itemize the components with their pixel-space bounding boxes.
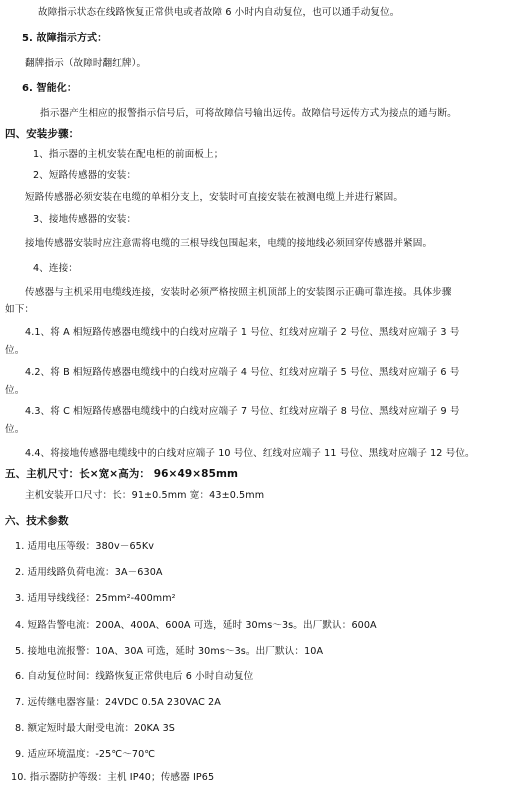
section-6-heading: 六、技术参数 xyxy=(5,515,69,527)
step-4-2-line2: 位。 xyxy=(5,385,25,396)
step-4-text-line1: 传感器与主机采用电缆线连接，安装时必须严格按照主机顶部上的安装图示正确可靠连接。具体步骤 xyxy=(25,287,452,298)
param-2: 2. 适用线路负荷电流：3A－630A xyxy=(15,567,163,578)
param-3: 3. 适用导线线径：25mm²-400mm² xyxy=(15,593,176,604)
step-4-1-line2: 位。 xyxy=(5,345,25,356)
param-10: 10. 指示器防护等级：主机 IP40；传感器 IP65 xyxy=(11,772,215,783)
item-6-text: 指示器产生相应的报警指示信号后，可将故障信号输出远传。故障信号远传方式为接点的通与断。 xyxy=(40,108,457,119)
param-6: 6. 自动复位时间：线路恢复正常供电后 6 小时自动复位 xyxy=(15,671,254,682)
step-2-heading: 2、短路传感器的安装： xyxy=(33,170,137,181)
opening-size-text: 主机安装开口尺寸：长：91±0.5mm 宽：43±0.5mm xyxy=(25,490,265,501)
param-5: 5. 接地电流报警：10A、30A 可选，延时 30ms～3s。出厂默认：10A xyxy=(15,646,324,657)
step-4-2-line1: 4.2、将 B 相短路传感器电缆线中的白线对应端子 4 号位、红线对应端子 5 号位、黑线对应端子 6 号 xyxy=(25,367,460,378)
section-5-heading: 五、主机尺寸：长×宽×高为： 96×49×85mm xyxy=(5,468,239,480)
step-4-heading: 4、连接： xyxy=(33,263,78,274)
step-3-text: 接地传感器安装时应注意需将电缆的三根导线包围起来，电缆的接地线必须回穿传感器并紧固。 xyxy=(25,238,433,249)
item-5-heading: 5. 故障指示方式： xyxy=(22,33,108,44)
param-7: 7. 远传继电器容量：24VDC 0.5A 230VAC 2A xyxy=(15,697,221,708)
step-4-1-line1: 4.1、将 A 相短路传感器电缆线中的白线对应端子 1 号位、红线对应端子 2 号位、黑线对应端子 3 号 xyxy=(25,327,460,338)
param-1: 1. 适用电压等级：380v－65Kv xyxy=(15,541,155,552)
step-4-3-line2: 位。 xyxy=(5,424,25,435)
step-2-text: 短路传感器必须安装在电缆的单相分支上，安装时可直接安装在被测电缆上并进行紧固。 xyxy=(25,192,404,203)
param-8: 8. 额定短时最大耐受电流：20KA 3S xyxy=(15,723,175,734)
fault-reset-text: 故障指示状态在线路恢复正常供电或者故障 6 小时内自动复位，也可以通手动复位。 xyxy=(38,7,400,18)
step-4-3-line1: 4.3、将 C 相短路传感器电缆线中的白线对应端子 7 号位、红线对应端子 8 号位、黑线对应端子 9 号 xyxy=(25,406,460,417)
item-6-heading: 6. 智能化： xyxy=(22,83,77,94)
item-5-text: 翻牌指示（故障时翻红牌）。 xyxy=(25,58,147,69)
step-3-heading: 3、接地传感器的安装： xyxy=(33,214,137,225)
section-4-heading: 四、安装步骤： xyxy=(5,128,80,140)
param-9: 9. 适应环境温度：-25℃～70℃ xyxy=(15,749,156,760)
step-1-text: 1、指示器的主机安装在配电柜的前面板上； xyxy=(33,149,224,160)
param-4: 4. 短路告警电流：200A、400A、600A 可选，延时 30ms～3s。出厂默认：600A xyxy=(15,620,377,631)
step-4-text-line2: 如下： xyxy=(5,304,35,315)
step-4-4-text: 4.4、将接地传感器电缆线中的白线对应端子 10 号位、红线对应端子 11 号位、黑线对应端子 12 号位。 xyxy=(25,448,475,459)
